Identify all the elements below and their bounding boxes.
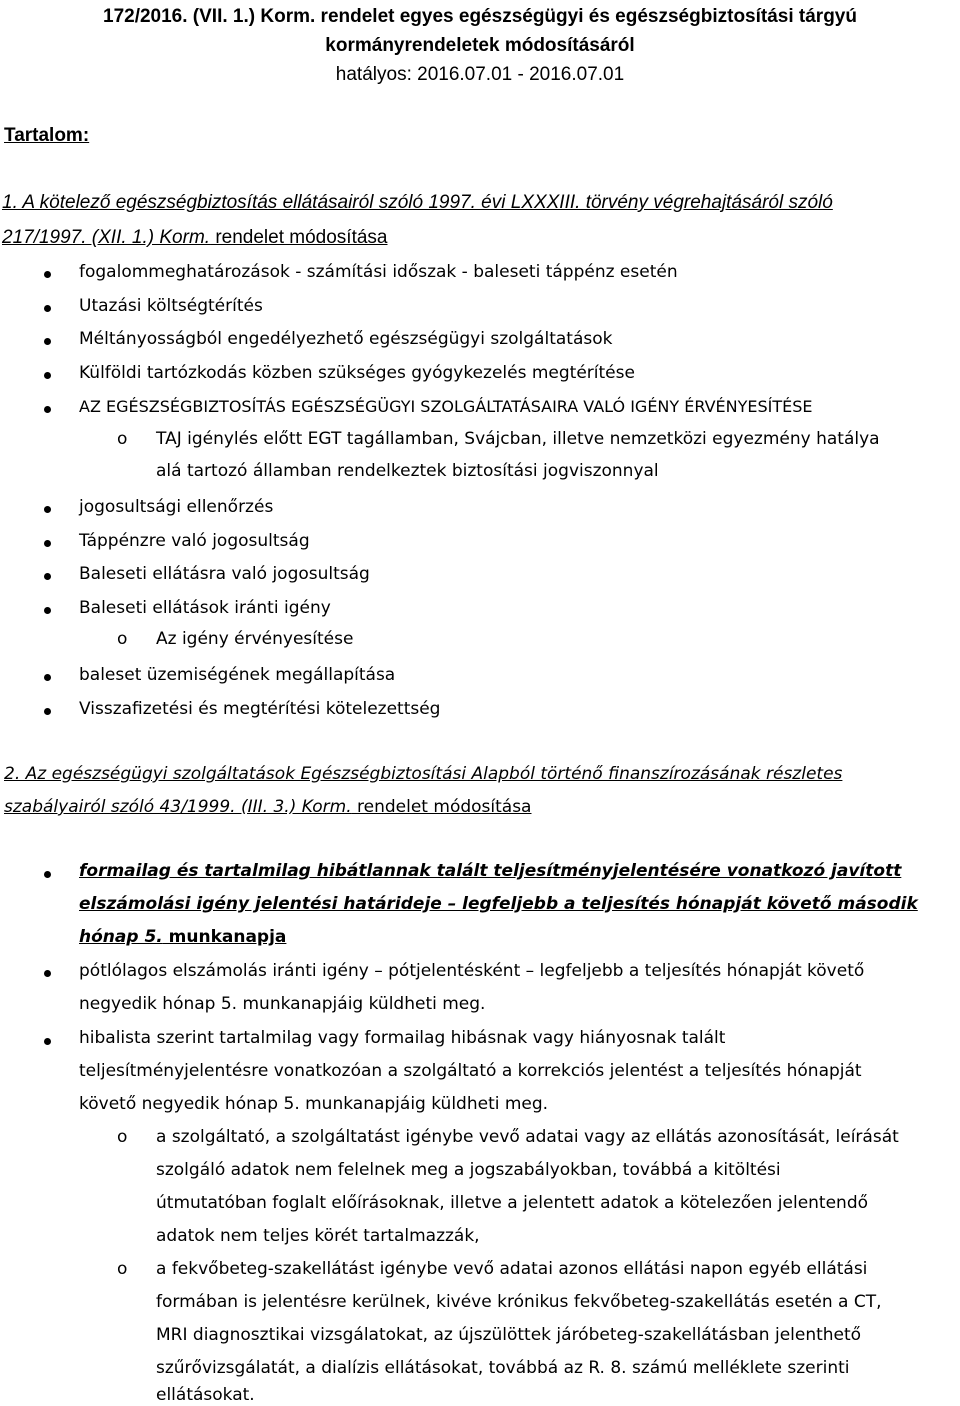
- deadline-line2: elszámolási igény jelentési határideje – legfeljebb a teljesítés hónapját követő második: [79, 894, 918, 914]
- section2-heading-line2: szabályairól szóló 43/1999. (III. 3.) Korm. rendelet módosítása: [4, 797, 532, 817]
- bullet-icon: [44, 305, 51, 312]
- sub-list-item-line: adatok nem teljes körét tartalmazzák,: [156, 1226, 480, 1246]
- bullet-icon: [44, 271, 51, 278]
- list-item-line: hibalista szerint tartalmilag vagy formailag hibásnak vagy hiányosnak talált: [79, 1028, 726, 1048]
- list-item-line: teljesítményjelentésre vonatkozóan a szolgáltató a korrekciós jelentést a teljesítés hónapját: [79, 1061, 862, 1081]
- bullet-icon: [44, 573, 51, 580]
- validity-line: hatályos: 2016.07.01 - 2016.07.01: [335, 64, 625, 85]
- list-item: jogosultsági ellenőrzés: [79, 497, 274, 517]
- sub-list-item-line: útmutatóban foglalt előírásoknak, illetve a jelentett adatok a kötelezően jelentendő: [156, 1193, 869, 1213]
- bullet-icon: [44, 970, 51, 977]
- list-item: Baleseti ellátások iránti igény: [79, 598, 331, 618]
- sub-list-item-line: ellátásokat.: [156, 1385, 255, 1405]
- list-item: baleset üzemiségének megállapítása: [79, 665, 396, 685]
- list-item-line: követő negyedik hónap 5. munkanapjáig küldheti meg.: [79, 1094, 549, 1114]
- list-item: Külföldi tartózkodás közben szükséges gyógykezelés megtérítése: [79, 363, 635, 383]
- sub-list-item-line2: alá tartozó államban rendelkeztek biztosítási jogviszonnyal: [156, 461, 659, 481]
- bullet-icon: [44, 871, 51, 878]
- sub-bullet-marker: o: [117, 1127, 128, 1147]
- sub-list-item-line: MRI diagnosztikai vizsgálatokat, az újszülöttek járóbeteg-szakellátásban jelenthető: [156, 1325, 862, 1345]
- list-item: Méltányosságból engedélyezhető egészségügyi szolgáltatások: [79, 329, 613, 349]
- sub-list-item-line: a fekvőbeteg-szakellátást igénybe vevő adatai azonos ellátási napon egyéb ellátási: [156, 1259, 868, 1279]
- bullet-icon: [44, 607, 51, 614]
- deadline-line3: hónap 5. munkanapja: [79, 927, 287, 947]
- bullet-icon: [44, 1038, 51, 1045]
- sub-list-item-line1: TAJ igénylés előtt EGT tagállamban, Svájcban, illetve nemzetközi egyezmény hatálya: [156, 429, 880, 449]
- list-item: AZ EGÉSZSÉGBIZTOSÍTÁS EGÉSZSÉGÜGYI SZOLGÁLTATÁSAIRA VALÓ IGÉNY ÉRVÉNYESÍTÉSE: [79, 397, 813, 416]
- sub-bullet-marker: o: [117, 629, 128, 649]
- section2-heading-line1: 2. Az egészségügyi szolgáltatások Egészségbiztosítási Alapból történő finanszírozásának részletes: [4, 764, 843, 784]
- list-item: fogalommeghatározások - számítási időszak - baleseti táppénz esetén: [79, 262, 678, 282]
- list-item: Visszafizetési és megtérítési kötelezettség: [79, 699, 441, 719]
- contents-label: Tartalom:: [4, 125, 90, 146]
- list-item-line: pótlólagos elszámolás iránti igény – pótjelentésként – legfeljebb a teljesítés hónapját követő: [79, 961, 865, 981]
- list-item-line: negyedik hónap 5. munkanapjáig küldheti meg.: [79, 994, 486, 1014]
- list-item: Utazási költségtérítés: [79, 296, 263, 316]
- bullet-icon: [44, 540, 51, 547]
- sub-bullet-marker: o: [117, 429, 128, 449]
- sub-list-item-line: szolgáló adatok nem felelnek meg a jogszabályokban, továbbá a kitöltési: [156, 1160, 781, 1180]
- sub-list-item-line: formában is jelentésre kerülnek, kivéve krónikus fekvőbeteg-szakellátás esetén a CT,: [156, 1292, 882, 1312]
- list-item: Táppénzre való jogosultság: [79, 531, 310, 551]
- bullet-icon: [44, 674, 51, 681]
- bullet-icon: [44, 372, 51, 379]
- deadline-line1: formailag és tartalmilag hibátlannak talált teljesítményjelentésére vonatkozó javított: [79, 861, 902, 881]
- sub-list-item: Az igény érvényesítése: [156, 629, 354, 649]
- sub-list-item-line: a szolgáltató, a szolgáltatást igénybe vevő adatai vagy az ellátás azonosítását, leírását: [156, 1127, 899, 1147]
- sub-list-item-line: szűrővizsgálatát, a dialízis ellátásokat, továbbá az R. 8. számú melléklete szerinti: [156, 1358, 850, 1378]
- sub-bullet-marker: o: [117, 1259, 128, 1279]
- title-line-2: kormányrendeletek módosításáról: [325, 35, 635, 56]
- document-title: [0, 2, 960, 89]
- section1-heading-line1: 1. A kötelező egészségbiztosítás ellátásairól szóló 1997. évi LXXXIII. törvény végrehajtásáról szóló: [2, 192, 833, 213]
- bullet-icon: [44, 506, 51, 513]
- title-line-1: 172/2016. (VII. 1.) Korm. rendelet egyes egészségügyi és egészségbiztosítási tárgyú: [103, 6, 857, 27]
- list-item: Baleseti ellátásra való jogosultság: [79, 564, 370, 584]
- bullet-icon: [44, 406, 51, 413]
- bullet-icon: [44, 708, 51, 715]
- section1-heading-line2: 217/1997. (XII. 1.) Korm. rendelet módosítása: [2, 227, 388, 248]
- bullet-icon: [44, 338, 51, 345]
